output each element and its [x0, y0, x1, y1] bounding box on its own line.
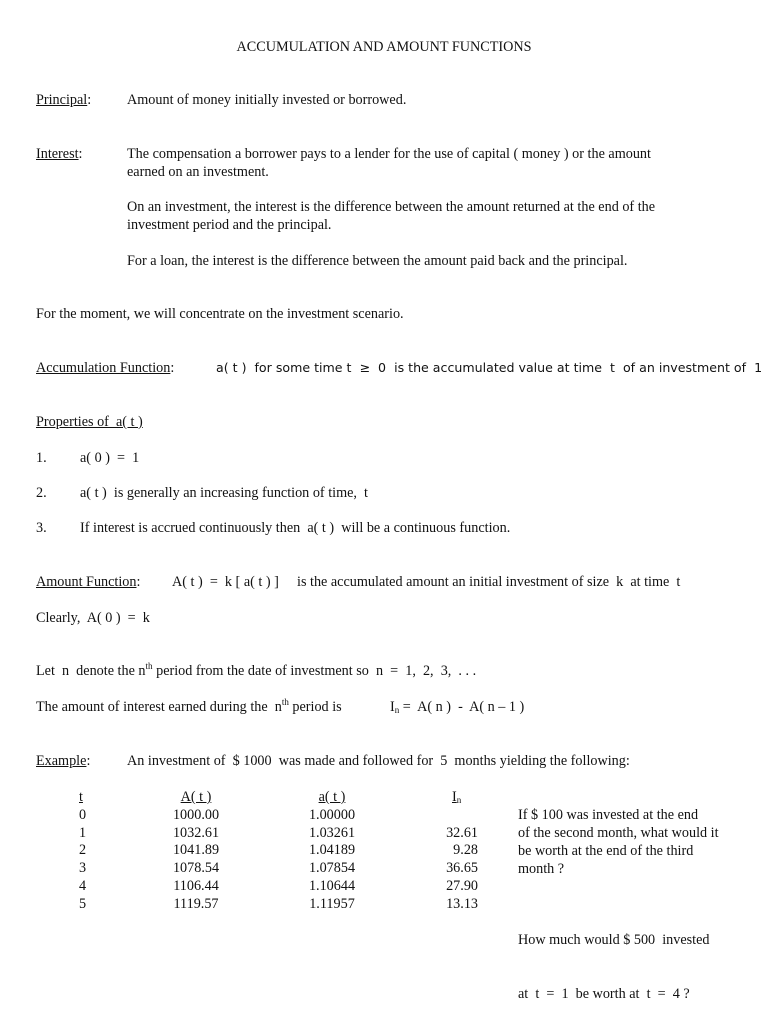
header-a — [296, 788, 368, 806]
question-1-line: be worth at the end of the third — [518, 843, 694, 859]
interest-label: Interest — [36, 146, 79, 162]
cell-A: 1106.44 — [173, 877, 219, 894]
cell-A: 1000.00 — [172, 806, 220, 823]
cell-a: 1.10644 — [308, 877, 356, 894]
principal-colon: : — [87, 92, 92, 108]
header-I-letter: I — [452, 789, 457, 805]
investment-scenario-note: For the moment, we will concentrate on the investment scenario. — [36, 306, 404, 322]
interest-p1-line2: earned on an investment. — [127, 164, 269, 180]
cell-A: 1041.89 — [172, 842, 220, 859]
cell-a: 1.11957 — [309, 895, 355, 912]
example-term — [36, 752, 90, 770]
interest-earned-suffix: period is — [288, 699, 342, 715]
formula-I: I — [390, 699, 395, 715]
amount-colon: : — [136, 574, 141, 590]
example-colon: : — [86, 753, 91, 769]
header-a-text: a( t ) — [318, 789, 346, 805]
properties-heading: Properties of a( t ) — [36, 414, 143, 430]
question-1-line: month ? — [518, 861, 565, 877]
question-1-line: of the second month, what would it — [518, 825, 719, 841]
cell-t: 0 — [79, 806, 87, 823]
cell-I: 9.28 — [453, 842, 478, 859]
cell-I: 36.65 — [446, 860, 478, 877]
header-I-text — [452, 789, 461, 805]
cell-t: 2 — [79, 842, 87, 859]
cell-t: 5 — [79, 895, 87, 912]
interest-earned-prefix: The amount of interest earned during the n — [36, 699, 282, 715]
example-label: Example — [36, 753, 87, 769]
question-1 — [518, 806, 719, 878]
nth-suffix: period from the date of investment so n = 1, 2, 3, . . . — [152, 663, 477, 679]
header-A-text: A( t ) — [180, 789, 212, 805]
property-3-text: If interest is accrued continuously then a( t ) will be a continuous function. — [80, 520, 511, 536]
property-2-number: 2. — [36, 485, 47, 501]
property-1-number: 1. — [36, 450, 47, 466]
amount-clearly: Clearly, A( 0 ) = k — [36, 610, 150, 626]
interest-earned-th: th — [281, 697, 289, 707]
cell-t: 3 — [79, 860, 87, 877]
cell-t: 4 — [79, 877, 87, 894]
header-I — [452, 788, 461, 806]
cell-t: 1 — [79, 824, 87, 841]
formula-rest: = A( n ) - A( n – 1 ) — [399, 699, 525, 715]
amount-term — [36, 573, 140, 591]
interest-p1-line1: The compensation a borrower pays to a lender for the use of capital ( money ) or the amount — [127, 146, 651, 162]
nth-superscript: th — [145, 661, 153, 671]
principal-term — [36, 91, 91, 109]
question-2-line: at t = 1 be worth at t = 4 ? — [518, 986, 690, 1002]
question-2-line: How much would $ 500 invested — [518, 932, 710, 948]
nth-period-definition — [36, 662, 476, 680]
property-3-number: 3. — [36, 520, 47, 536]
interest-p2-line1: On an investment, the interest is the difference between the amount returned at the end of the — [127, 199, 656, 215]
property-2-text: a( t ) is generally an increasing function of time, t — [80, 485, 368, 501]
accumulation-definition: a( t ) for some time t ≥ 0 is the accumulated value at time t of an investment of 1 — [216, 360, 763, 375]
table-row — [0, 877, 768, 895]
interest-colon: : — [78, 146, 83, 162]
cell-a: 1.07854 — [308, 860, 356, 877]
cell-A: 1078.54 — [172, 860, 220, 877]
amount-label: Amount Function — [36, 574, 137, 590]
interest-term — [36, 145, 83, 163]
header-A — [160, 788, 232, 806]
table-header-row — [0, 788, 768, 806]
amount-formula: A( t ) = k [ a( t ) ] — [172, 574, 279, 590]
accumulation-term — [36, 359, 174, 377]
interest-p2-line2: investment period and the principal. — [127, 217, 332, 233]
accumulation-label: Accumulation Function — [36, 360, 171, 376]
page-title: ACCUMULATION AND AMOUNT FUNCTIONS — [236, 39, 532, 55]
nth-prefix: Let n denote the n — [36, 663, 146, 679]
question-1-line: If $ 100 was invested at the end — [518, 807, 699, 823]
interest-formula — [390, 698, 524, 716]
header-I-sub: n — [456, 795, 462, 805]
accumulation-colon: : — [170, 360, 175, 376]
example-text: An investment of $ 1000 was made and followed for 5 months yielding the following: — [127, 753, 630, 769]
property-1-text: a( 0 ) = 1 — [80, 450, 140, 466]
cell-A: 1119.57 — [173, 895, 219, 912]
cell-a: 1.00000 — [308, 806, 356, 823]
question-2 — [518, 895, 710, 1021]
interest-earned-text — [36, 698, 342, 716]
amount-description: is the accumulated amount an initial investment of size k at time t — [297, 574, 681, 590]
cell-I: 32.61 — [446, 824, 478, 841]
principal-label: Principal — [36, 92, 88, 108]
cell-I: 13.13 — [446, 895, 478, 912]
cell-a: 1.03261 — [308, 824, 356, 841]
formula-subscript: n — [394, 705, 400, 715]
cell-A: 1032.61 — [172, 824, 220, 841]
header-t: t — [79, 789, 83, 805]
cell-I: 27.90 — [446, 877, 478, 894]
cell-a: 1.04189 — [308, 842, 356, 859]
interest-p3: For a loan, the interest is the difference between the amount paid back and the principal. — [127, 253, 628, 269]
principal-definition: Amount of money initially invested or borrowed. — [127, 92, 407, 108]
